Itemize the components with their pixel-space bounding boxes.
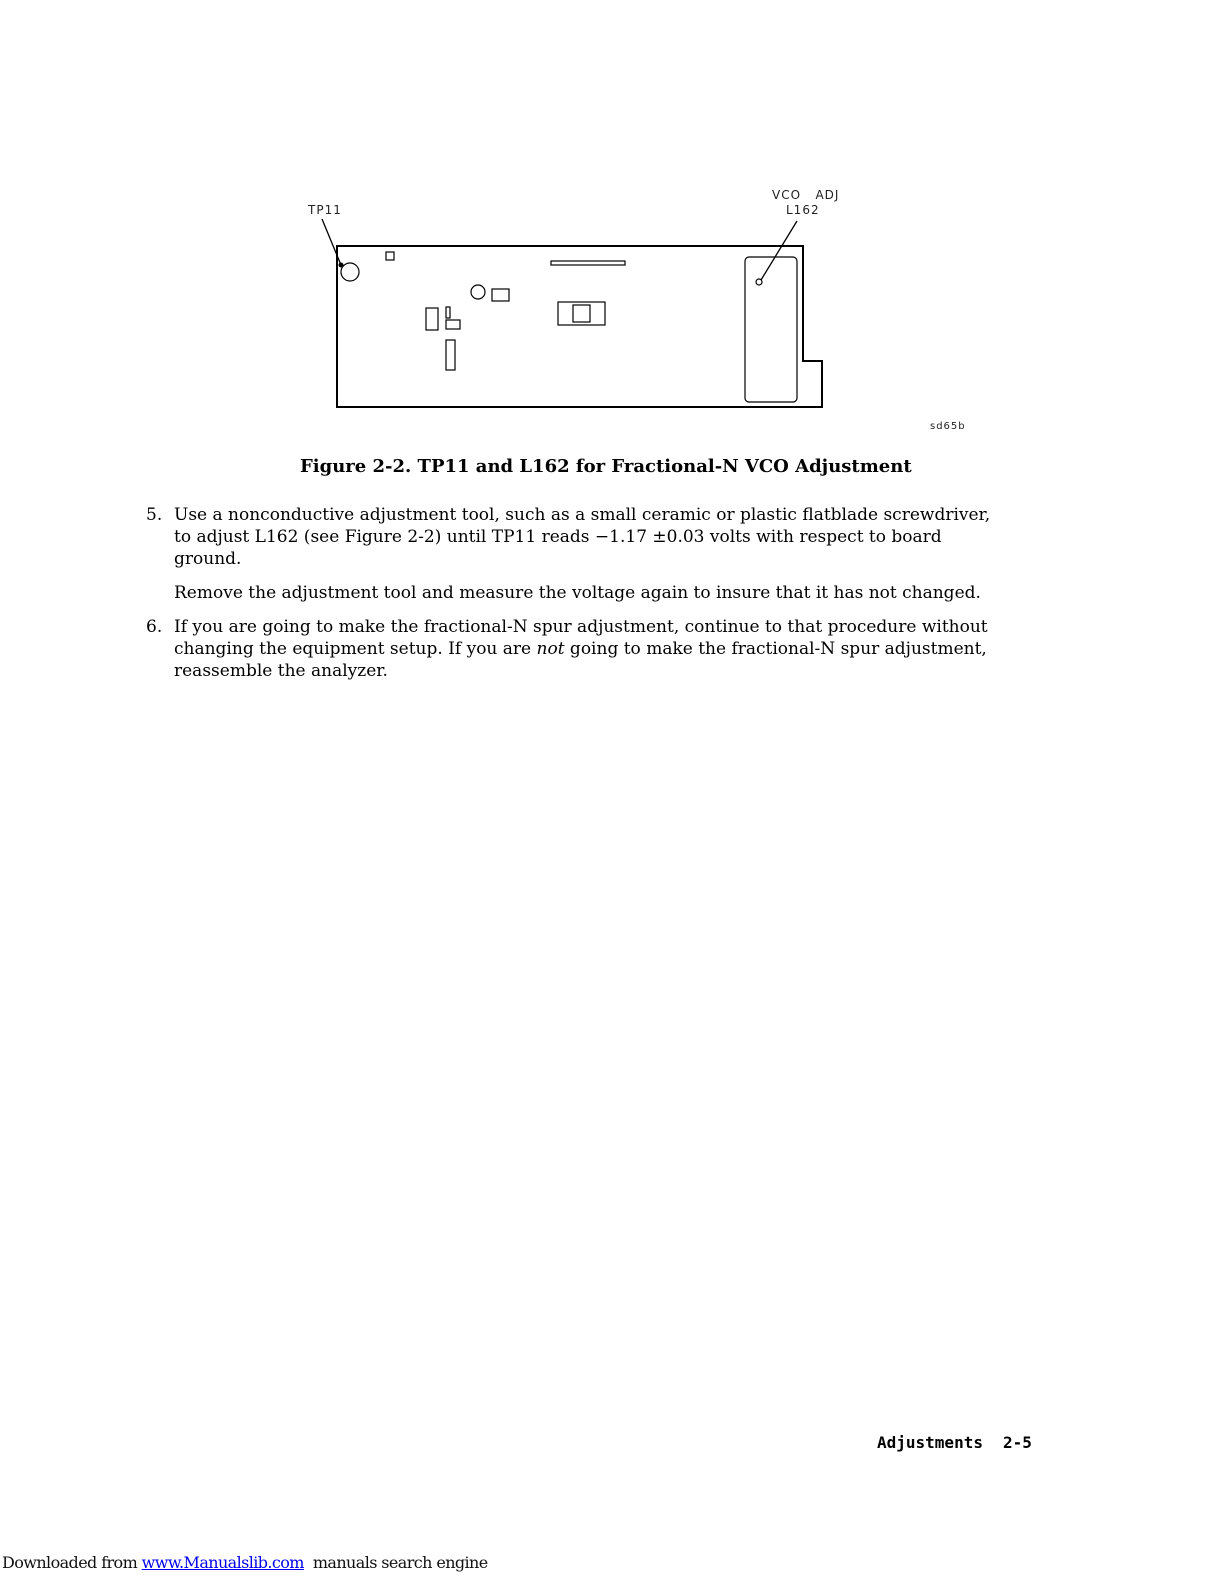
step-6-paragraph bbox=[174, 616, 1006, 682]
round-component bbox=[471, 285, 485, 299]
step-6-text-start: If you are going to make the fractional-N spur adjustment, continue to that procedure without changing the equipment setup. If you are bbox=[174, 617, 988, 659]
page-number: 2-5 bbox=[1002, 1433, 1032, 1452]
vco-adj-label: VCO ADJ bbox=[772, 188, 840, 202]
board-outline bbox=[337, 246, 822, 407]
figure-caption: Figure 2-2. TP11 and L162 for Fractional-N VCO Adjustment bbox=[300, 456, 912, 477]
step-6 bbox=[146, 616, 1006, 682]
tp11-pad bbox=[341, 263, 359, 281]
board-diagram bbox=[0, 0, 1225, 460]
connector-strip bbox=[551, 261, 625, 265]
chip-inner bbox=[573, 305, 590, 322]
step-5-paragraph-1: Use a nonconductive adjustment tool, such as a small ceramic or plastic flatblade screwdriver, to adjust L162 (see Figure 2-2) until TP11 reads −1.17 ±0.03 volts with respect to board ground. bbox=[174, 505, 991, 569]
manualslib-link[interactable]: www.Manualslib.com bbox=[141, 1553, 304, 1572]
section-name: Adjustments bbox=[877, 1433, 983, 1452]
step-number: 6. bbox=[146, 617, 163, 637]
download-line bbox=[2, 1553, 488, 1572]
l162-leader bbox=[761, 221, 797, 280]
tp11-leader bbox=[322, 219, 341, 265]
small-square bbox=[386, 252, 394, 260]
step-6-text-end: going to make the fractional-N spur adjustment, reassemble the analyzer. bbox=[174, 639, 987, 681]
step-5-paragraph-2: Remove the adjustment tool and measure the voltage again to insure that it has not changed. bbox=[174, 583, 981, 603]
step-6-emphasis: not bbox=[536, 639, 565, 659]
figure-code: sd65b bbox=[930, 421, 966, 432]
procedure-steps bbox=[146, 504, 1006, 682]
square-component bbox=[492, 289, 509, 301]
small-component bbox=[446, 320, 460, 329]
l162-label: L162 bbox=[786, 203, 820, 217]
step-number: 5. bbox=[146, 505, 163, 525]
page-footer bbox=[877, 1433, 1032, 1452]
vco-shield bbox=[745, 257, 797, 402]
vertical-component bbox=[446, 340, 455, 370]
download-suffix: manuals search engine bbox=[303, 1553, 488, 1572]
download-prefix: Downloaded from bbox=[2, 1553, 142, 1572]
tp11-leader-dot bbox=[339, 263, 344, 268]
tall-component bbox=[426, 308, 438, 330]
step-5 bbox=[146, 504, 1006, 604]
thin-component bbox=[446, 307, 450, 318]
tp11-label: TP11 bbox=[308, 203, 342, 217]
figure-2-2 bbox=[0, 0, 1225, 460]
